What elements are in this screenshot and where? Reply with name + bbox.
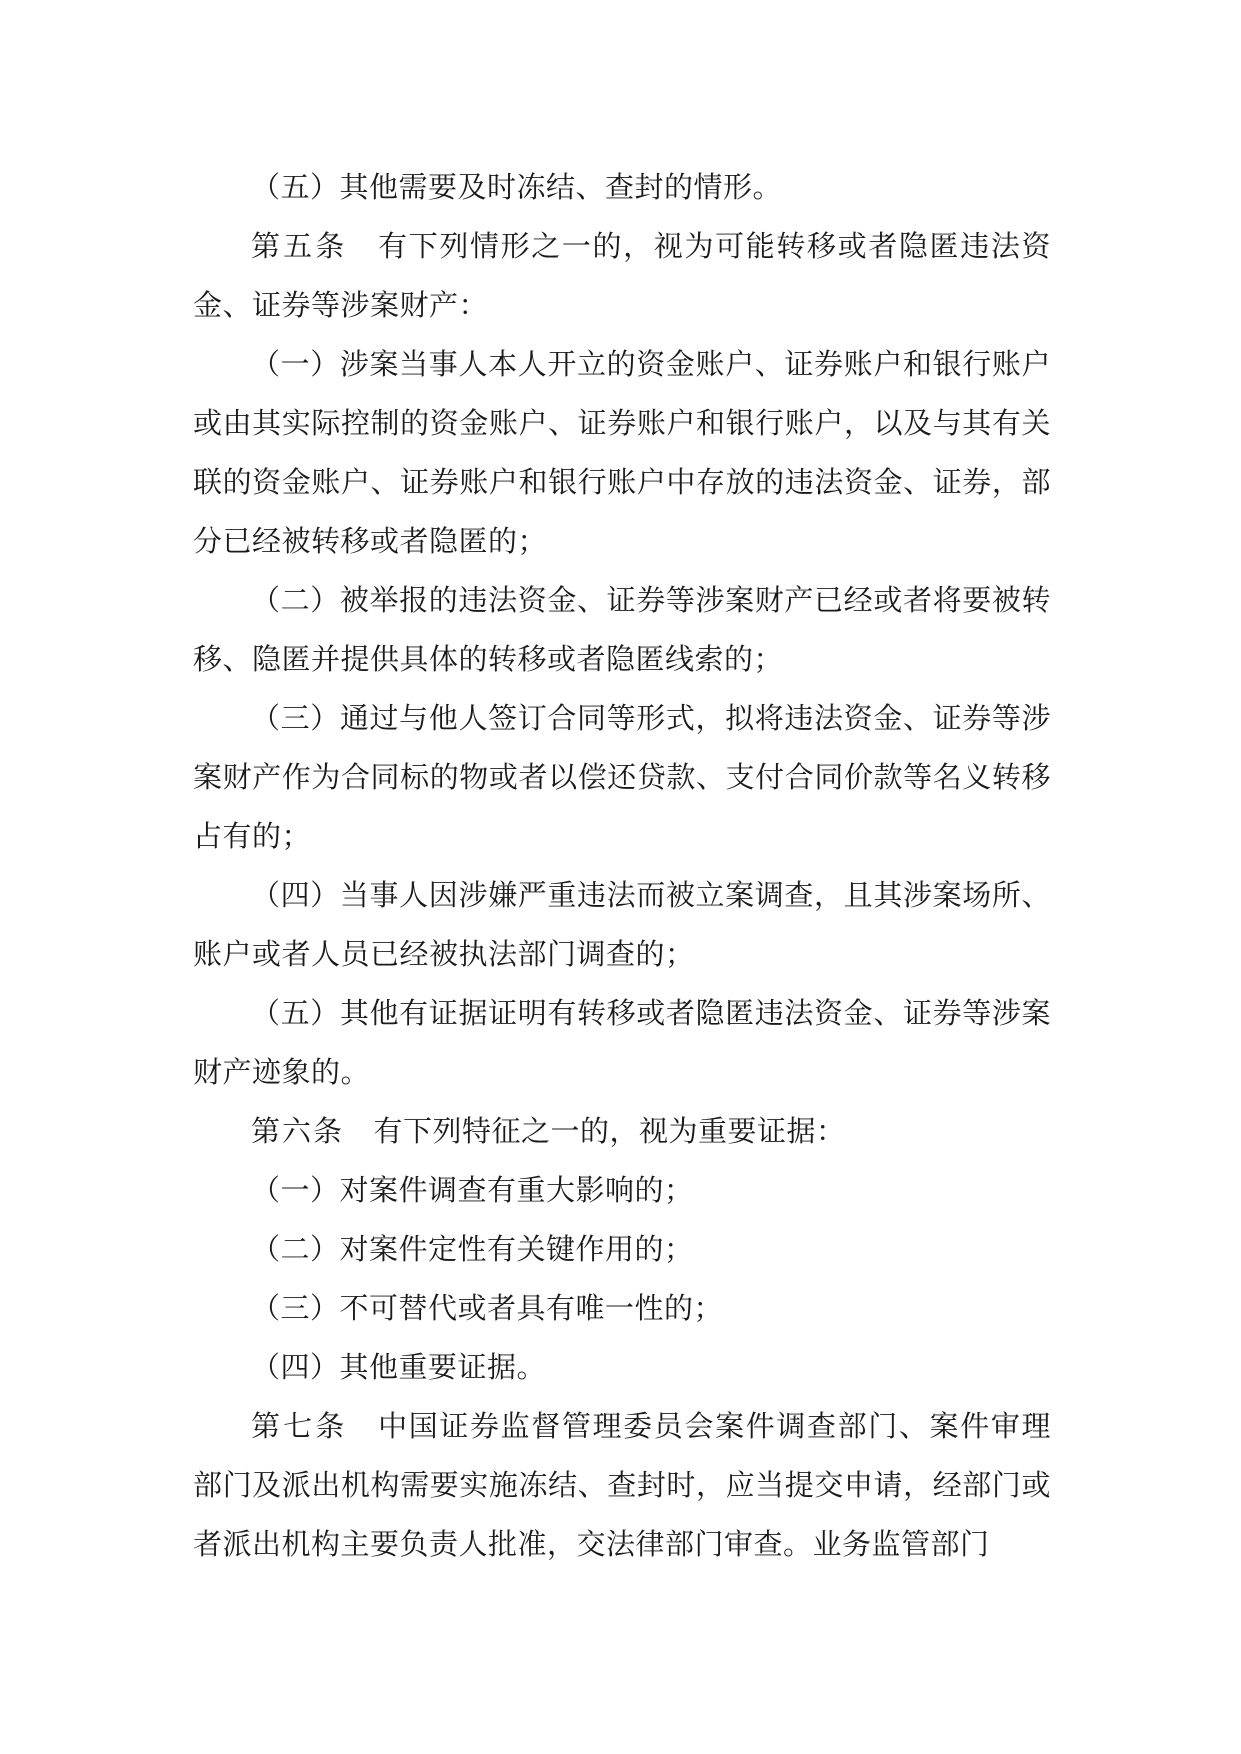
paragraph-text: （一）涉案当事人本人开立的资金账户、证券账户和银行账户或由其实际控制的资金账户、证券账户和银行账户，以及与其有关联的资金账户、证券账户和银行账户中存放的违法资金、证券，部分已经被转移或者隐匿的；: [193, 347, 1051, 558]
paragraph-text: （四）当事人因涉嫌严重违法而被立案调查，且其涉案场所、账户或者人员已经被执法部门调查的；: [193, 878, 1051, 971]
paragraph-text: （一）对案件调查有重大影响的；: [251, 1173, 694, 1207]
paragraph-item-6-3: [193, 1279, 1051, 1338]
article-number: 第六条: [251, 1114, 345, 1148]
paragraph-text: （三）通过与他人签订合同等形式，拟将违法资金、证券等涉案财产作为合同标的物或者以偿还贷款、支付合同价款等名义转移占有的；: [193, 701, 1051, 853]
document-body: [193, 158, 1051, 1574]
paragraph-item-6-1: [193, 1161, 1051, 1220]
paragraph-text: （四）其他重要证据。: [251, 1350, 547, 1384]
paragraph-item-6-2: [193, 1220, 1051, 1279]
article-number: 第五条: [251, 229, 348, 263]
paragraph-text: 有下列情形之一的，视为可能转移或者隐匿违法资金、证券等涉案财产：: [193, 229, 1051, 322]
article-number: 第七条: [251, 1409, 348, 1443]
paragraph-text: 有下列特征之一的，视为重要证据：: [373, 1114, 846, 1148]
paragraph-text: （三）不可替代或者具有唯一性的；: [251, 1291, 724, 1325]
paragraph-item-2: [193, 571, 1051, 689]
paragraph-item-5-1: [193, 158, 1051, 217]
paragraph-text: 中国证券监督管理委员会案件调查部门、案件审理部门及派出机构需要实施冻结、查封时，应当提交申请，经部门或者派出机构主要负责人批准，交法律部门审查。业务监管部门: [193, 1409, 1051, 1561]
article-5: [193, 217, 1051, 335]
paragraph-text: （二）对案件定性有关键作用的；: [251, 1232, 694, 1266]
article-7: [193, 1397, 1051, 1574]
article-6: [193, 1102, 1051, 1161]
paragraph-text: （二）被举报的违法资金、证券等涉案财产已经或者将要被转移、隐匿并提供具体的转移或者隐匿线索的；: [193, 583, 1051, 676]
paragraph-text: （五）其他需要及时冻结、查封的情形。: [251, 170, 783, 204]
paragraph-item-4: [193, 866, 1051, 984]
paragraph-item-6-4: [193, 1338, 1051, 1397]
paragraph-item-5: [193, 984, 1051, 1102]
paragraph-item-3: [193, 689, 1051, 866]
paragraph-item-1: [193, 335, 1051, 571]
paragraph-text: （五）其他有证据证明有转移或者隐匿违法资金、证券等涉案财产迹象的。: [193, 996, 1051, 1089]
